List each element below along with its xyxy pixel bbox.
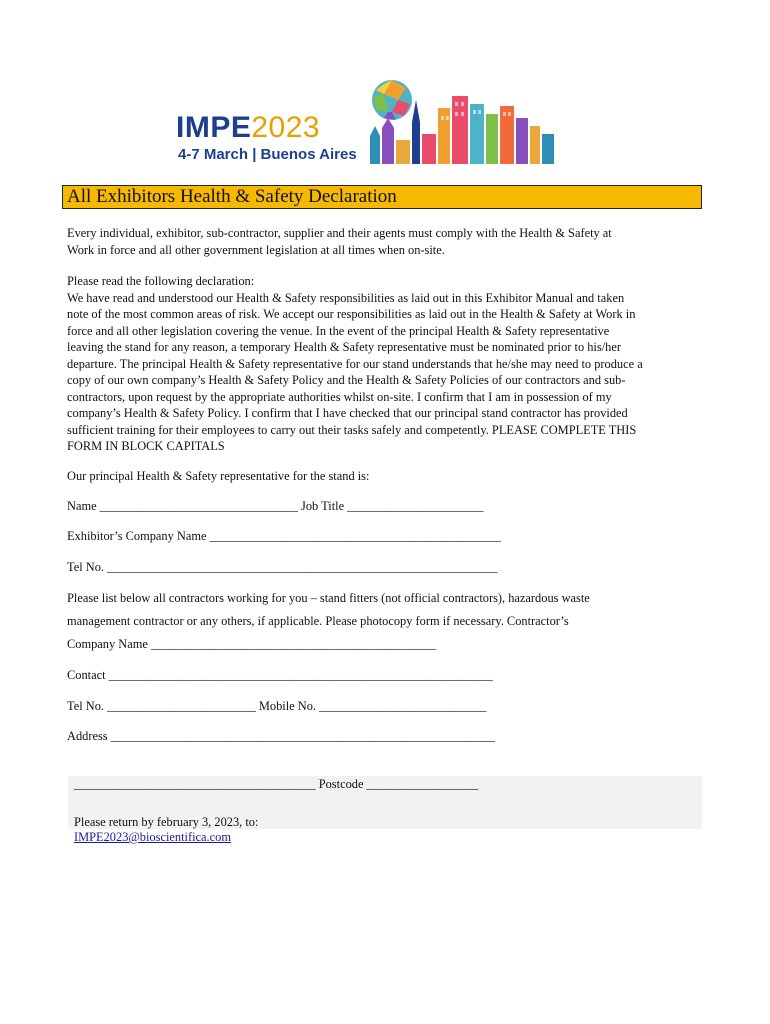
logo-title-year: 2023 [251,111,321,144]
contractor-company-field[interactable]: Company Name ______________________________________________ [67,637,436,651]
contractors-instruction: Please list below all contractors working for you – stand fitters (not official contractors), hazardous waste [67,591,590,605]
return-email-link[interactable]: IMPE2023@bioscientifica.com [74,830,231,844]
city-skyline-icon [362,78,556,166]
representative-intro: Our principal Health & Safety representative for the stand is: [67,469,370,483]
contact-field[interactable]: Contact ______________________________________________________________ [67,668,493,682]
declaration-line: company’s Health & Safety Policy. I confirm that I have checked that our principal stand contractor has provided [67,406,628,420]
declaration-line: FORM IN BLOCK CAPITALS [67,439,225,453]
postcode-field[interactable]: _______________________________________ Postcode __________________ [74,777,479,791]
declaration-line: note of the most common areas of risk. We accept our responsibilities as laid out in the Health & Safety at Work in [67,307,636,321]
globe-icon [372,80,412,120]
event-logo [176,78,556,166]
declaration-line: force and all other legislation covering the venue. In the event of the principal Health & Safety representative [67,323,610,338]
declaration-line: We have read and understood our Health & Safety responsibilities as laid out in this Exhibitor Manual and taken [67,290,625,305]
declaration-banner: All Exhibitors Health & Safety Declaration [62,185,702,209]
return-instruction: Please return by february 3, 2023, to: [74,815,259,829]
declaration-line: contractors, upon request by the appropriate authorities whilst on-site. I confirm that I am in possession of my [67,389,612,404]
declaration-line: copy of our own company’s Health & Safety Policy and the Health & Safety Policies of our contractors and sub- [67,373,626,387]
intro-paragraph [67,225,707,258]
address-field[interactable]: Address ______________________________________________________________ [67,729,495,743]
declaration-line: leaving the stand for any reason, a temporary Health & Safety representative must be nominated prior to his/her [67,340,621,354]
logo-title-main: IMPE [176,111,252,144]
declaration-paragraph [67,273,707,455]
tel-mobile-field[interactable]: Tel No. ________________________ Mobile No. ___________________________ [67,699,487,713]
declaration-line: sufficient training for their employees to carry out their tasks safely and competently. PLEASE COMPLETE THIS [67,422,637,437]
intro-line: Work in force and all other government legislation at all times when on-site. [67,242,445,257]
contractors-instruction: management contractor or any others, if applicable. Please photocopy form if necessary. Contractor’s [67,614,569,628]
declaration-heading: Please read the following declaration: [67,274,255,288]
logo-subtitle: 4-7 March | Buenos Aires [178,146,357,163]
company-name-field[interactable]: Exhibitor’s Company Name _______________________________________________ [67,529,501,543]
name-job-title-field[interactable]: Name ________________________________ Job Title ______________________ [67,499,484,513]
tel-field[interactable]: Tel No. _______________________________________________________________ [67,560,498,574]
intro-line: Every individual, exhibitor, sub-contractor, supplier and their agents must comply with the Health & Safety at [67,226,612,240]
logo-title [176,111,320,145]
declaration-line: departure. The principal Health & Safety representative for our stand understands that he/she may need to produce a [67,356,643,371]
